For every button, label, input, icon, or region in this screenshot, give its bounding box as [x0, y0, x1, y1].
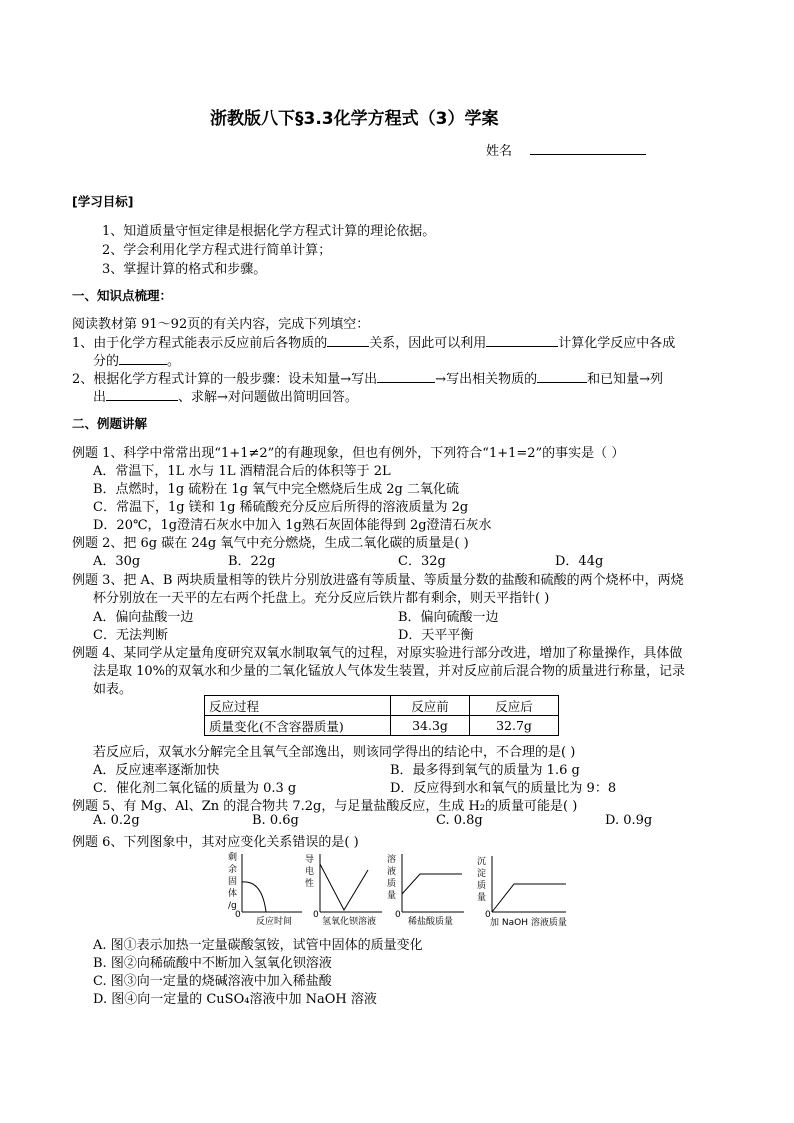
ex4-stem-cont: 法是取 10%的双氧水和少量的二氧化锰放人气体发生装置，并对反应前后混合物的质量进行称量，记录 — [93, 664, 686, 679]
q2-text: 2、根据化学方程式计算的一般步骤：设未知量→写出 — [72, 372, 378, 387]
page-title: 浙教版八下§3.3化学方程式（3）学案 — [210, 109, 499, 129]
fill-question-2-cont — [93, 386, 358, 405]
ex4-table — [204, 695, 559, 736]
graph-2-xlabel: 氢氧化钡溶液 — [322, 917, 377, 927]
section1-heading: 一、知识点梳理： — [72, 288, 173, 303]
ex3-stem-cont: 杯分别放在一天平的左右两个托盘上。充分反应后铁片都有剩余，则天平指针( ) — [93, 591, 550, 606]
graph-3-origin: 0 — [395, 910, 401, 920]
graph-1-origin: 0 — [235, 910, 241, 920]
table-cell: 34.3g — [391, 716, 470, 736]
goals-heading: [学习目标] — [72, 194, 134, 209]
section2-heading: 二、例题讲解 — [72, 416, 148, 431]
ex6-option-d[interactable]: D. 图④向一定量的 CuSO₄溶液中加 NaOH 溶液 — [93, 992, 377, 1007]
ex3-option-b[interactable]: B．偏向硫酸一边 — [398, 610, 499, 625]
goal-item: 1、知道质量守恒定律是根据化学方程式计算的理论依据。 — [102, 224, 436, 239]
name-field[interactable] — [486, 140, 646, 159]
name-label: 姓名 — [486, 144, 513, 159]
fill-question-2 — [72, 368, 663, 387]
ex1-option-d[interactable]: D．20℃，1g澄清石灰水中加入 1g熟石灰固体能得到 2g澄清石灰水 — [93, 518, 492, 533]
graph-2 — [302, 850, 386, 930]
name-blank[interactable] — [530, 142, 646, 155]
fill-question-1 — [72, 332, 675, 351]
section1-intro: 阅读教材第 91～92页的有关内容，完成下列填空： — [72, 317, 370, 332]
q1-blank-1[interactable] — [327, 334, 369, 347]
q1-text: 计算化学反应中各成 — [558, 336, 676, 351]
table-header-cell: 反应过程 — [205, 696, 391, 716]
ex5-option-b[interactable]: B. 0.6g — [252, 813, 299, 828]
graph-3 — [384, 850, 468, 930]
ex5-option-c[interactable]: C. 0.8g — [436, 813, 483, 828]
table-cell: 质量变化(不含容器质量) — [205, 716, 391, 736]
graph-4 — [474, 852, 584, 932]
ylabel-char: 体 — [228, 889, 238, 899]
fill-question-1-cont — [93, 350, 180, 369]
ex1-option-a[interactable]: A．常温下，1L 水与 1L 酒精混合后的体积等于 2L — [93, 464, 391, 479]
ex2-option-c[interactable]: C．32g — [398, 554, 446, 569]
q2-text: 出 — [93, 390, 107, 405]
ylabel-char: 剩 — [228, 853, 238, 863]
ex2-stem: 例题 2、把 6g 碳在 24g 氧气中充分燃烧，生成二氧化碳的质量是( ) — [72, 536, 469, 551]
ylabel-char: 质 — [477, 881, 487, 891]
ex1-option-c[interactable]: C．常温下，1g 镁和 1g 稀硫酸充分反应后所得的溶液质量为 2g — [93, 500, 469, 515]
graph-4-xlabel: 加 NaOH 溶液质量 — [490, 918, 567, 928]
ex4-question: 若反应后，双氧水分解完全且氧气全部逸出，则该同学得出的结论中，不合理的是( ) — [93, 745, 576, 760]
graph-2-origin: 0 — [313, 910, 319, 920]
q2-blank-2[interactable] — [537, 370, 587, 383]
ylabel-char: 淀 — [477, 869, 487, 879]
ex1-option-b[interactable]: B．点燃时，1g 硫粉在 1g 氧气中完全燃烧后生成 2g 二氧化硫 — [93, 482, 459, 497]
goal-item: 2、学会利用化学方程式进行简单计算； — [102, 243, 332, 258]
graph-3-xlabel: 稀盐酸质量 — [408, 917, 454, 927]
ylabel-char: 量 — [477, 893, 487, 903]
ex4-stem-cont: 如表。 — [93, 682, 133, 697]
ex6-option-b[interactable]: B. 图②向稀硫酸中不断加入氢氧化钡溶液 — [93, 956, 332, 971]
ex4-option-b[interactable]: B．最多得到氧气的质量为 1.6 g — [390, 763, 580, 778]
ylabel-char: 量 — [387, 891, 397, 901]
q2-text: →写出相关物质的 — [435, 372, 538, 387]
ex2-option-b[interactable]: B．22g — [228, 554, 276, 569]
ylabel-char: 电 — [305, 867, 315, 877]
ex5-stem: 例题 5、有 Mg、Al、Zn 的混合物共 7.2g，与足量盐酸反应，生成 H₂的质量可能是( ) — [72, 799, 578, 814]
ex6-option-c[interactable]: C. 图③向一定量的烧碱溶液中加入稀盐酸 — [93, 974, 332, 989]
ex3-option-a[interactable]: A．偏向盐酸一边 — [93, 610, 194, 625]
ex5-option-a[interactable]: A. 0.2g — [93, 813, 140, 828]
q1-text: 。 — [167, 354, 181, 369]
ylabel-char: 导 — [305, 855, 315, 865]
ex2-option-a[interactable]: A．30g — [93, 554, 141, 569]
q2-text: 、求解→对问题做出简明回答。 — [178, 390, 358, 405]
ylabel-char: 固 — [228, 877, 238, 887]
q1-blank-2[interactable] — [486, 334, 558, 347]
ex4-stem: 例题 4、某同学从定量角度研究双氧水制取氧气的过程，对原实验进行部分改进，增加了称量操作，具体做 — [72, 646, 683, 661]
q2-text: 和已知量→列 — [587, 372, 663, 387]
q2-blank-1[interactable] — [377, 370, 435, 383]
ylabel-char: 性 — [305, 879, 315, 889]
ex2-option-d[interactable]: D．44g — [555, 554, 604, 569]
ylabel-char: 质 — [387, 879, 397, 889]
ex4-option-c[interactable]: C．催化剂二氧化锰的质量为 0.3 g — [93, 781, 297, 796]
q1-text: 1、由于化学方程式能表示反应前后各物质的 — [72, 336, 328, 351]
ex6-option-a[interactable]: A. 图①表示加热一定量碳酸氢铵，试管中固体的质量变化 — [93, 938, 423, 953]
ex5-option-d[interactable]: D. 0.9g — [605, 813, 653, 828]
ex3-option-d[interactable]: D．天平平衡 — [398, 628, 474, 643]
goal-item: 3、掌握计算的格式和步骤。 — [102, 262, 267, 277]
ex6-stem: 例题 6、下列图象中，其对应变化关系错误的是( ) — [72, 835, 359, 850]
table-header-cell: 反应前 — [391, 696, 470, 716]
table-header-row — [205, 696, 559, 716]
q1-text: 分的 — [93, 354, 120, 369]
ylabel-char: 液 — [387, 867, 397, 877]
ylabel-char: 沉 — [477, 857, 487, 867]
ex3-option-c[interactable]: C．无法判断 — [93, 628, 168, 643]
ex3-stem: 例题 3、把 A、B 两块质量相等的铁片分别放进盛有等质量、等质量分数的盐酸和硫酸的两个烧杯中，两烧 — [72, 573, 684, 588]
ylabel-char: /g — [228, 901, 237, 911]
ylabel-char: 溶 — [387, 855, 397, 865]
ex4-option-d[interactable]: D．反应得到水和氧气的质量比为 9：8 — [390, 781, 617, 796]
q1-blank-3[interactable] — [119, 352, 167, 365]
graph-1-xlabel: 反应时间 — [256, 917, 293, 927]
table-cell: 32.7g — [470, 716, 559, 736]
ex4-option-a[interactable]: A．反应速率逐渐加快 — [93, 763, 220, 778]
ex1-stem: 例题 1、科学中常常出现“1+1≠2”的有趣现象，但也有例外，下列符合“1+1=2”的事实是（ ） — [72, 446, 625, 461]
table-row — [205, 716, 559, 736]
graph-1 — [224, 850, 304, 930]
ylabel-char: 余 — [228, 865, 238, 875]
q1-text: 关系，因此可以利用 — [369, 336, 487, 351]
table-header-cell: 反应后 — [470, 696, 559, 716]
graph-4-origin: 0 — [485, 910, 491, 920]
q2-blank-3[interactable] — [106, 388, 178, 401]
